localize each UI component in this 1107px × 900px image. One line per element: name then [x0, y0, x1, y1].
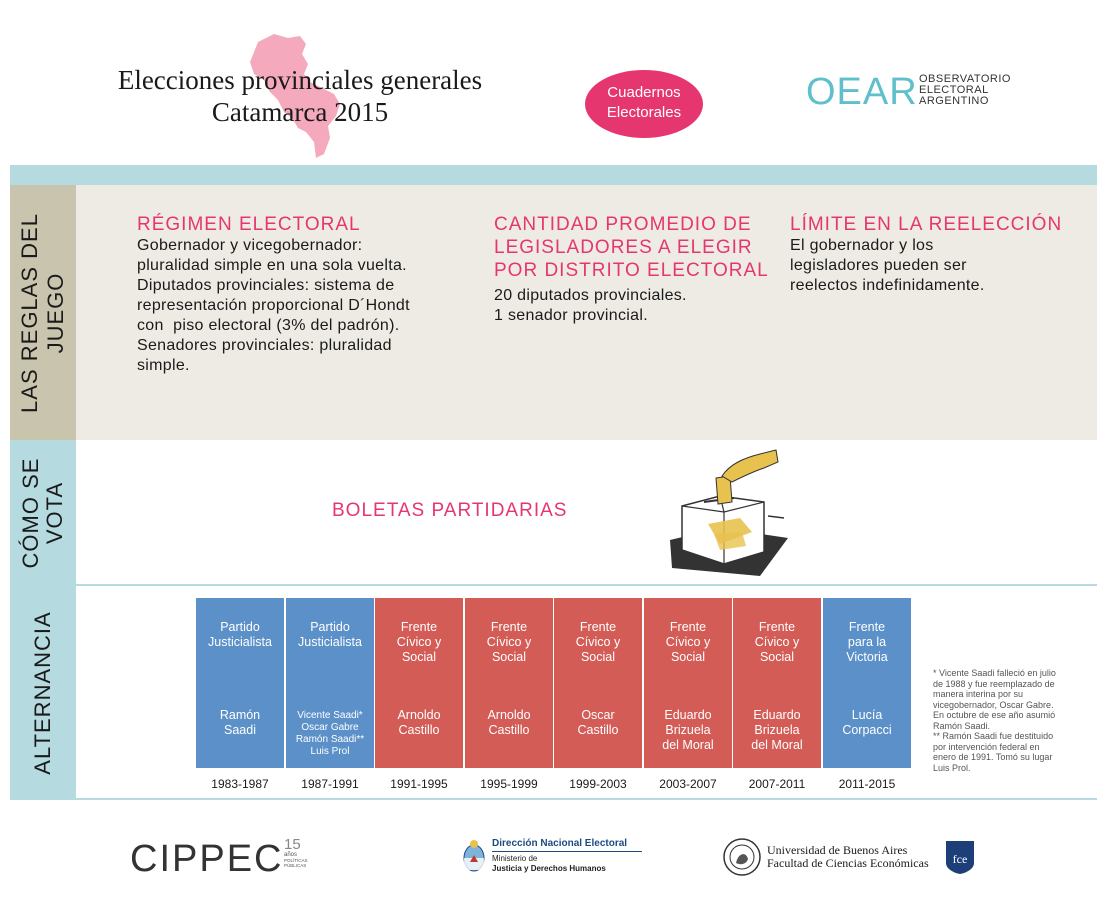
government-block: [733, 598, 821, 768]
footnote-line: * Vicente Saadi falleció en julio: [933, 668, 1056, 678]
government-party: [733, 620, 821, 665]
governor-line: Oscar Gabre: [301, 722, 359, 733]
governor-line: Saadi: [224, 723, 256, 737]
regimen-title: RÉGIMEN ELECTORAL: [137, 214, 361, 235]
party-line: Frente: [848, 620, 886, 634]
party-line: Cívico y: [754, 635, 800, 649]
governor-line: Ramón Saadi**: [295, 734, 365, 745]
government-governor: [465, 708, 553, 738]
page-title: [80, 64, 520, 128]
government-block: [375, 598, 463, 768]
governor-line: Eduardo: [664, 708, 712, 722]
governor-line: Ramón: [219, 708, 261, 722]
oear-logo: [806, 70, 1026, 114]
government-party: [554, 620, 642, 665]
party-line: Social: [670, 650, 706, 664]
party-line: Cívico y: [396, 635, 442, 649]
party-line: Justicialista: [208, 635, 272, 649]
government-block: [196, 598, 284, 768]
section-label-alternancia: [10, 585, 76, 800]
government-party: [375, 620, 463, 665]
party-line: Victoria: [846, 650, 888, 664]
government-party: [465, 620, 553, 665]
government-party: [644, 620, 732, 665]
title-line-2: Catamarca 2015: [211, 97, 389, 127]
uba-fce-logo: [722, 835, 982, 879]
government-party: [286, 620, 374, 650]
boletas-partidarias: BOLETAS PARTIDARIAS: [332, 500, 568, 521]
section-label-como-vota: [10, 440, 76, 585]
regimen-line: simple.: [137, 357, 190, 374]
government-governor: [733, 708, 821, 753]
footnote-line: enero de 1991. Tomó su lugar: [933, 752, 1053, 762]
limite-title: LÍMITE EN LA REELECCIÓN: [790, 214, 1063, 235]
footnote-line: Luis Prol.: [933, 762, 971, 773]
party-line: Frente: [579, 620, 617, 634]
government-period: 2007-2011: [748, 777, 806, 791]
reglas-label-text: LAS REGLAS DEL JUEGO: [17, 212, 68, 413]
footnote-line: vicegobernador, Oscar Gabre.: [933, 699, 1054, 710]
fce-shield-icon: [944, 839, 976, 875]
party-line: Cívico y: [486, 635, 532, 649]
cantidad-title-line: POR DISTRITO ELECTORAL: [494, 260, 769, 281]
government-governor: [823, 708, 911, 738]
party-line: Partido: [310, 620, 350, 634]
direccion-nacional-electoral-logo: [462, 836, 642, 878]
badge-line-1: Cuadernos: [607, 84, 681, 101]
government-block: [465, 598, 553, 768]
top-bar: [10, 165, 1097, 185]
dne-sub-line: Ministerio de: [492, 854, 538, 863]
cantidad-title-line: CANTIDAD PROMEDIO DE: [494, 214, 752, 235]
fce-label: fce: [952, 852, 968, 866]
government-governor: [644, 708, 732, 753]
government-period: 1995-1999: [480, 777, 538, 791]
dne-subtitle: [492, 854, 606, 873]
argentina-shield-icon: [462, 838, 486, 874]
government-party: [196, 620, 284, 650]
government-block: [286, 598, 374, 768]
government-period: 1999-2003: [569, 777, 627, 791]
governor-line: Arnoldo: [487, 708, 531, 722]
governor-line: Castillo: [398, 723, 440, 737]
governor-line: Brizuela: [754, 723, 800, 737]
dne-title: Dirección Nacional Electoral: [492, 838, 628, 849]
oear-line-3: ARGENTINO: [919, 95, 989, 107]
government-period: 1991-1995: [390, 777, 448, 791]
party-line: Cívico y: [665, 635, 711, 649]
governor-line: Castillo: [488, 723, 530, 737]
governor-line: Lucía: [851, 708, 883, 722]
cantidad-title-line: LEGISLADORES A ELEGIR: [494, 237, 753, 258]
government-period: 1987-1991: [301, 777, 359, 791]
cantidad-line: 1 senador provincial.: [494, 307, 648, 324]
governor-line: Oscar: [581, 708, 615, 722]
oear-name: [919, 74, 1011, 107]
limite-reeleccion: [790, 213, 1080, 296]
footnote-line: En octubre de ese año asumió: [933, 710, 1056, 720]
regimen-line: representación proporcional D´Hondt: [137, 297, 410, 314]
party-line: Partido: [220, 620, 260, 634]
regimen-electoral: [137, 213, 477, 376]
regimen-line: pluralidad simple en una sola vuelta.: [137, 257, 407, 274]
government-governor: [554, 708, 642, 738]
oear-logo-text: OEAR: [806, 71, 918, 113]
uba-seal-icon: [722, 837, 762, 877]
government-period: 2011-2015: [838, 777, 896, 791]
uba-text: [767, 844, 929, 870]
governor-line: Vicente Saadi*: [297, 710, 363, 721]
party-line: Social: [759, 650, 795, 664]
cippec-15-badge: [284, 838, 308, 868]
party-line: Social: [401, 650, 437, 664]
divider: [76, 584, 1097, 586]
government-governor: [196, 708, 284, 738]
party-line: Justicialista: [298, 635, 362, 649]
alternancia-footnote: [933, 668, 1083, 773]
footnote-line: de 1988 y fue reemplazado de: [933, 678, 1055, 689]
cippec-pp-line: PÚBLICAS: [284, 863, 307, 868]
dne-sub-line: Justicia y Derechos Humanos: [492, 863, 606, 873]
party-line: para la: [847, 635, 887, 649]
governor-line: Arnoldo: [397, 708, 441, 722]
oear-line-2: ELECTORAL: [919, 84, 989, 96]
government-period: 2003-2007: [659, 777, 717, 791]
party-line: Cívico y: [575, 635, 621, 649]
governor-line: Brizuela: [665, 723, 711, 737]
footnote-line: Ramón Saadi.: [933, 720, 991, 731]
title-line-1: Elecciones provinciales generales: [117, 65, 483, 95]
badge-line-2: Electorales: [606, 104, 682, 121]
party-line: Frente: [669, 620, 707, 634]
footnote-line: ** Ramón Saadi fue destituido: [933, 731, 1054, 741]
como-vota-label-text: CÓMO SE VOTA: [18, 457, 67, 568]
section-label-reglas: [10, 185, 76, 440]
government-block: [554, 598, 642, 768]
cuadernos-electorales-badge: [585, 70, 703, 138]
footnote-line: por intervención federal en: [933, 741, 1040, 752]
cippec-15: 15: [284, 836, 301, 853]
alternancia-label-text: ALTERNANCIA: [30, 610, 55, 775]
ballot-box-icon: [660, 448, 790, 580]
oear-line-1: OBSERVATORIO: [919, 73, 1011, 85]
party-line: Social: [580, 650, 616, 664]
government-governor: [375, 708, 463, 738]
party-line: Social: [491, 650, 527, 664]
footnote-line: manera interina por su: [933, 689, 1024, 699]
government-governor: [286, 710, 374, 758]
governor-line: Castillo: [577, 723, 619, 737]
party-line: Frente: [400, 620, 438, 634]
cantidad-legisladores: [494, 213, 774, 326]
cippec-pp-line: POLÍTICAS: [284, 858, 308, 863]
limite-line: legisladores pueden ser: [790, 257, 967, 274]
governor-line: del Moral: [751, 738, 803, 752]
dne-underline: [492, 851, 642, 852]
limite-line: reelectos indefinidamente.: [790, 277, 985, 294]
regimen-line: con piso electoral (3% del padrón).: [137, 317, 400, 334]
uba-line-2: Facultad de Ciencias Económicas: [767, 856, 929, 870]
limite-line: El gobernador y los: [790, 237, 934, 254]
divider: [76, 798, 1097, 800]
governor-line: del Moral: [662, 738, 714, 752]
cantidad-line: 20 diputados provinciales.: [494, 287, 687, 304]
governor-line: Corpacci: [842, 723, 892, 737]
cippec-anios: años: [284, 852, 298, 858]
regimen-line: Diputados provinciales: sistema de: [137, 277, 395, 294]
regimen-line: Senadores provinciales: pluralidad: [137, 337, 392, 354]
regimen-line: Gobernador y vicegobernador:: [137, 237, 363, 254]
government-block: [823, 598, 911, 768]
cippec-logo: CIPPEC: [130, 838, 284, 880]
government-block: [644, 598, 732, 768]
government-period: 1983-1987: [211, 777, 269, 791]
government-party: [823, 620, 911, 665]
party-line: Frente: [758, 620, 796, 634]
party-line: Frente: [490, 620, 528, 634]
governor-line: Eduardo: [753, 708, 801, 722]
governor-line: Luis Prol: [310, 746, 350, 757]
uba-line-1: Universidad de Buenos Aires: [767, 843, 908, 857]
